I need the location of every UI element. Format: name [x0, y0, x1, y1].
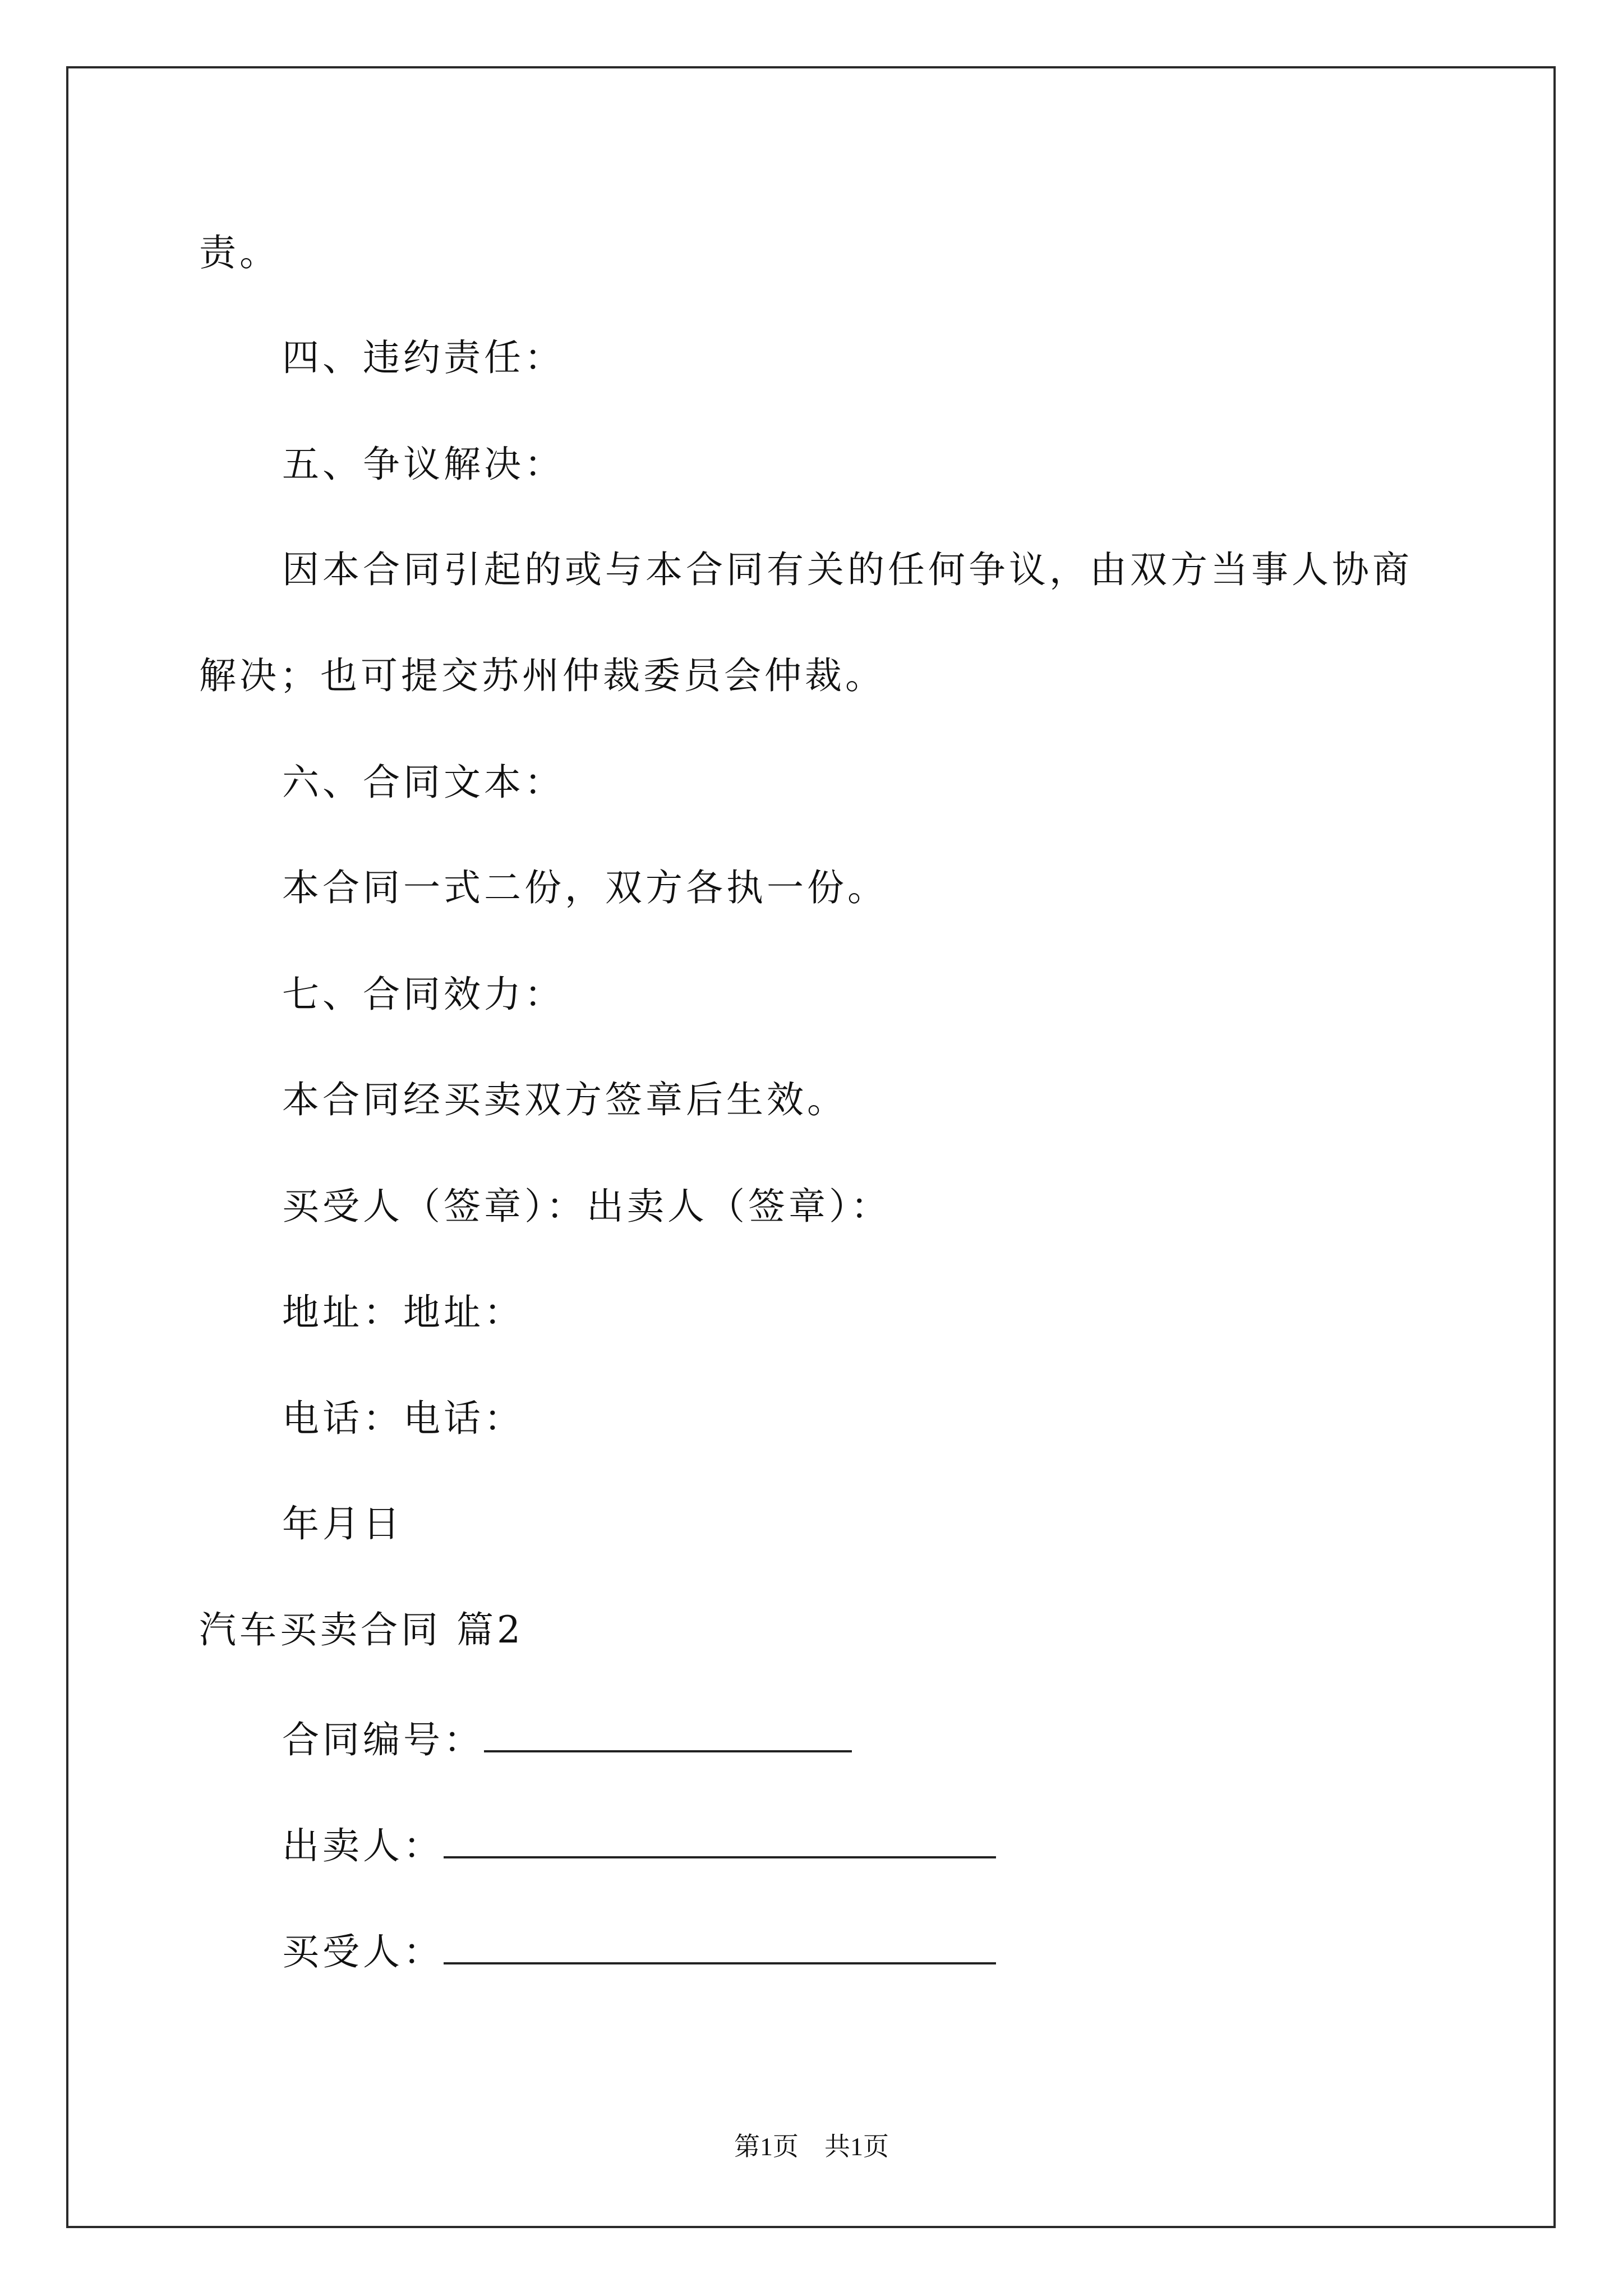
fill-in-blank: [444, 1930, 996, 1964]
paragraph-line: 本合同经买卖双方签章后生效。: [282, 1078, 847, 1121]
section-heading: 五、争议解决：: [282, 443, 565, 486]
address-line: 地址：地址：: [282, 1291, 524, 1334]
paragraph-line: 因本合同引起的或与本合同有关的任何争议，由双方当事人协商: [282, 548, 1413, 591]
section-heading: 四、违约责任：: [282, 336, 565, 379]
total-pages: 共1页: [824, 2132, 889, 2161]
buyer-field: [282, 1930, 996, 1971]
section-heading: 七、合同效力：: [282, 973, 565, 1016]
fill-in-blank: [484, 1718, 852, 1752]
fill-in-blank: [444, 1824, 996, 1858]
signature-line: 买受人（签章）：出卖人（签章）：: [282, 1185, 891, 1228]
paragraph-line: 解决；也可提交苏州仲裁委员会仲裁。: [199, 654, 886, 697]
page-footer: [0, 2133, 1623, 2161]
page-border: [66, 66, 1556, 2228]
phone-line: 电话：电话：: [282, 1397, 524, 1440]
text-line: 责。: [199, 231, 280, 274]
paragraph-line: 本合同一式二份，双方各执一份。: [282, 866, 888, 909]
current-page-number: 第1页: [734, 2132, 799, 2161]
seller-field: [282, 1824, 996, 1865]
contract-title: 汽车买卖合同 篇2: [199, 1608, 524, 1651]
contract-number-field: [282, 1718, 852, 1759]
field-label: 出卖人：: [282, 1824, 444, 1867]
date-line: 年月日: [282, 1502, 403, 1545]
field-label: 买受人：: [282, 1930, 444, 1973]
field-label: 合同编号：: [282, 1718, 484, 1761]
section-heading: 六、合同文本：: [282, 761, 565, 804]
